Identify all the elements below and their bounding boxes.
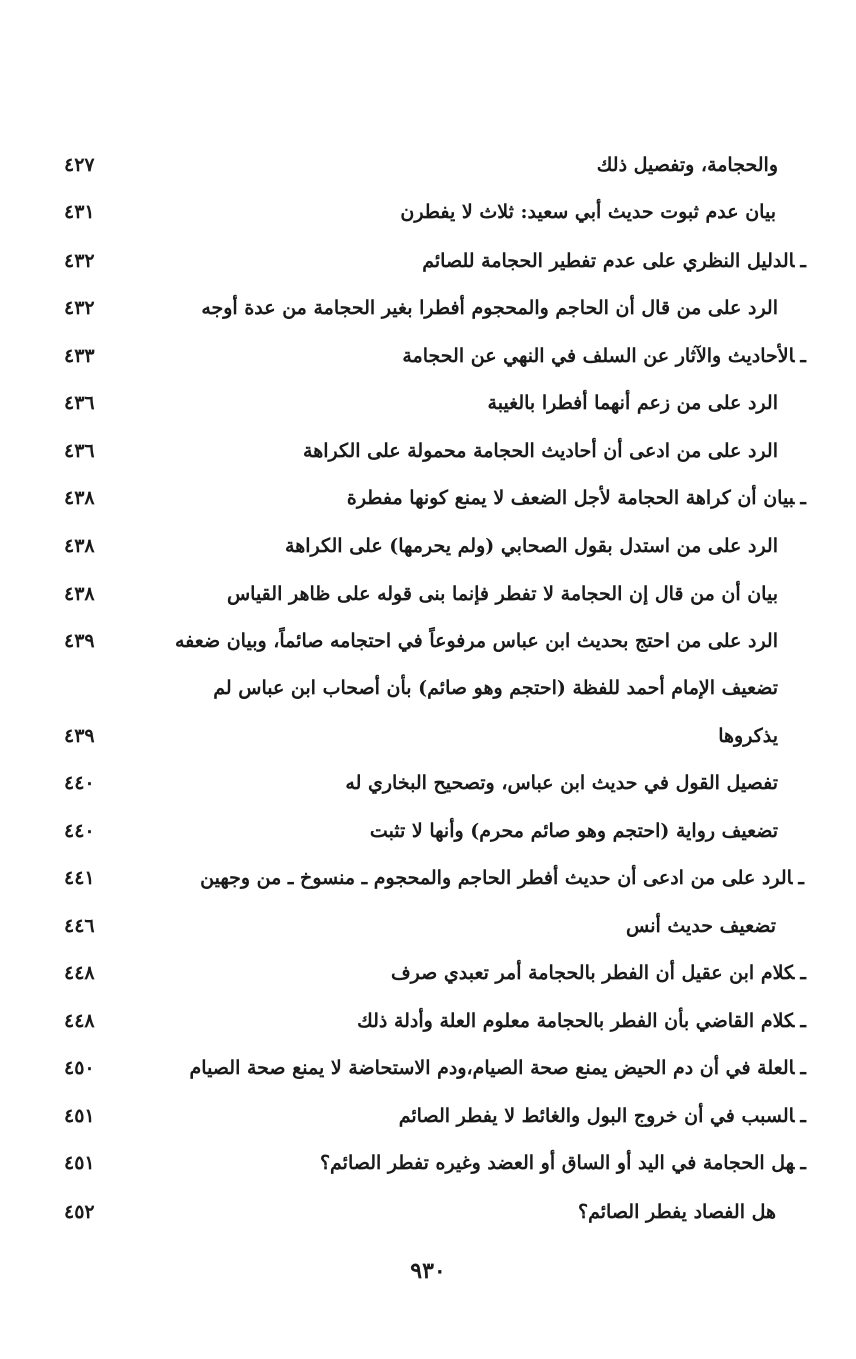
entry-title xyxy=(488,383,778,423)
index-entry xyxy=(0,192,856,232)
index-entry xyxy=(0,621,856,661)
entry-page-number: ٤٣٦ xyxy=(64,392,95,414)
entry-page-number: ٤٣٩ xyxy=(64,630,95,652)
index-entry xyxy=(0,241,856,281)
entry-title xyxy=(597,145,778,185)
entry-text: هل الفصاد يفطر الصائم؟ xyxy=(578,1201,776,1223)
entry-text: تضعيف رواية (احتجم وهو صائم محرم) وأنها لا تثبت xyxy=(369,820,778,842)
entry-title xyxy=(402,336,806,376)
index-entry xyxy=(0,431,856,471)
entry-page-number: ٤٣٩ xyxy=(64,725,95,747)
index-entry xyxy=(0,858,856,898)
entry-page-number: ٤٤٨ xyxy=(64,1010,95,1032)
entry-text: العلة في أن دم الحيض يمنع صحة الصيام،ودم الاستحاضة لا يمنع صحة الصيام xyxy=(189,1057,795,1079)
entry-text: يذكروها xyxy=(718,725,778,747)
entry-page-number: ٤٣٢ xyxy=(64,250,95,272)
entry-title xyxy=(175,621,778,661)
entry-title xyxy=(213,668,778,708)
entry-page-number: ٤٥٠ xyxy=(64,1057,95,1079)
index-entry xyxy=(0,763,856,803)
entry-text: كلام القاضي بأن الفطر بالحجامة معلوم العلة وأدلة ذلك xyxy=(357,1010,795,1032)
entry-text: الرد على من قال أن الحاجم والمحجوم أفطرا بغير الحجامة من عدة أوجه xyxy=(201,297,778,319)
entry-title xyxy=(422,241,806,281)
entry-title xyxy=(400,192,776,232)
index-entry xyxy=(0,145,856,185)
entry-text: الرد على من زعم أنهما أفطرا بالغيبة xyxy=(487,392,778,414)
entry-text: والحجامة، وتفصيل ذلك xyxy=(596,154,778,176)
index-entry xyxy=(0,383,856,423)
entry-title xyxy=(718,716,778,756)
index-entry xyxy=(0,574,856,614)
index-entry xyxy=(0,526,856,566)
entry-title xyxy=(200,858,804,898)
entry-title xyxy=(201,288,778,328)
entry-title xyxy=(227,574,778,614)
index-entry xyxy=(0,1001,856,1041)
entry-title xyxy=(303,431,778,471)
index-entry xyxy=(0,668,856,708)
entry-dash: ـ xyxy=(800,345,806,367)
entry-dash: ـ xyxy=(800,1152,806,1174)
index-entry xyxy=(0,1192,856,1232)
entry-text: بيان أن كراهة الحجامة لأجل الضعف لا يمنع كونها مفطرة xyxy=(346,487,795,509)
entry-dash: ـ xyxy=(800,1010,806,1032)
entry-title xyxy=(347,478,806,518)
entry-page-number: ٤٤٨ xyxy=(64,962,95,984)
entry-title xyxy=(285,526,778,566)
entry-page-number: ٤٣٨ xyxy=(64,583,95,605)
page-number: ٩٣٠ xyxy=(410,1258,446,1284)
entry-dash: ـ xyxy=(798,867,804,889)
entry-title xyxy=(399,1096,806,1136)
index-entry xyxy=(0,953,856,993)
entry-dash: ـ xyxy=(800,1105,806,1127)
entry-page-number: ٤٣٨ xyxy=(64,535,95,557)
entry-title xyxy=(320,1143,806,1183)
entry-title xyxy=(391,953,806,993)
index-entry xyxy=(0,811,856,851)
entry-page-number: ٤٢٧ xyxy=(64,154,95,176)
entry-text: السبب في أن خروج البول والغائط لا يفطر الصائم xyxy=(398,1105,795,1127)
entry-text: الرد على من ادعى أن حديث أفطر الحاجم والمحجوم ـ منسوخ ـ من وجهين xyxy=(200,867,793,889)
entry-page-number: ٤٣١ xyxy=(64,201,95,223)
index-entry xyxy=(0,478,856,518)
entry-dash: ـ xyxy=(800,487,806,509)
entry-page-number: ٤٥٢ xyxy=(64,1201,95,1223)
entry-text: كلام ابن عقيل أن الفطر بالحجامة أمر تعبدي صرف xyxy=(390,962,795,984)
entry-page-number: ٤٤١ xyxy=(64,867,95,889)
entry-title xyxy=(357,1001,806,1041)
index-entry xyxy=(0,336,856,376)
entry-page-number: ٤٥١ xyxy=(64,1105,95,1127)
entry-dash: ـ xyxy=(800,1057,806,1079)
entry-text: بيان أن من قال إن الحجامة لا تفطر فإنما بنى قوله على ظاهر القياس xyxy=(226,583,778,605)
entry-page-number: ٤٤٠ xyxy=(64,820,95,842)
entry-page-number: ٤٤٠ xyxy=(64,772,95,794)
entry-page-number: ٤٣٦ xyxy=(64,440,95,462)
entry-text: الرد على من استدل بقول الصحابي (ولم يحرمها) على الكراهة xyxy=(285,535,778,557)
index-entry xyxy=(0,288,856,328)
entry-dash: ـ xyxy=(800,962,806,984)
entry-text: هل الحجامة في اليد أو الساق أو العضد وغيره تفطر الصائم؟ xyxy=(319,1152,795,1174)
index-entry xyxy=(0,906,856,946)
entry-page-number: ٤٣٣ xyxy=(64,345,95,367)
index-entry xyxy=(0,1143,856,1183)
entry-text: الأحاديث والآثار عن السلف في النهي عن الحجامة xyxy=(402,345,795,367)
entry-page-number: ٤٤٦ xyxy=(64,915,95,937)
entry-title xyxy=(190,1048,806,1088)
entry-text: تفصيل القول في حديث ابن عباس، وتصحيح البخاري له xyxy=(345,772,778,794)
entry-text: تضعيف الإمام أحمد للفظة (احتجم وهو صائم) بأن أصحاب ابن عباس لم xyxy=(213,677,778,699)
entry-text: الدليل النظري على عدم تفطير الحجامة للصائم xyxy=(422,250,795,272)
index-entry xyxy=(0,1048,856,1088)
entry-text: الرد على من ادعى أن أحاديث الحجامة محمولة على الكراهة xyxy=(303,440,778,462)
entry-text: الرد على من احتج بحديث ابن عباس مرفوعاً في احتجامه صائماً، وبيان ضعفه xyxy=(175,630,778,652)
entry-text: بيان عدم ثبوت حديث أبي سعيد: ثلاث لا يفطرن xyxy=(400,201,776,223)
entry-text: تضعيف حديث أنس xyxy=(625,915,776,937)
index-entry xyxy=(0,716,856,756)
index-entry xyxy=(0,1096,856,1136)
entry-dash: ـ xyxy=(800,250,806,272)
entry-page-number: ٤٣٢ xyxy=(64,297,95,319)
entry-page-number: ٤٣٨ xyxy=(64,487,95,509)
entry-title xyxy=(578,1192,776,1232)
entry-page-number: ٤٥١ xyxy=(64,1152,95,1174)
entry-title xyxy=(626,906,776,946)
entry-title xyxy=(345,763,778,803)
entry-title xyxy=(370,811,778,851)
